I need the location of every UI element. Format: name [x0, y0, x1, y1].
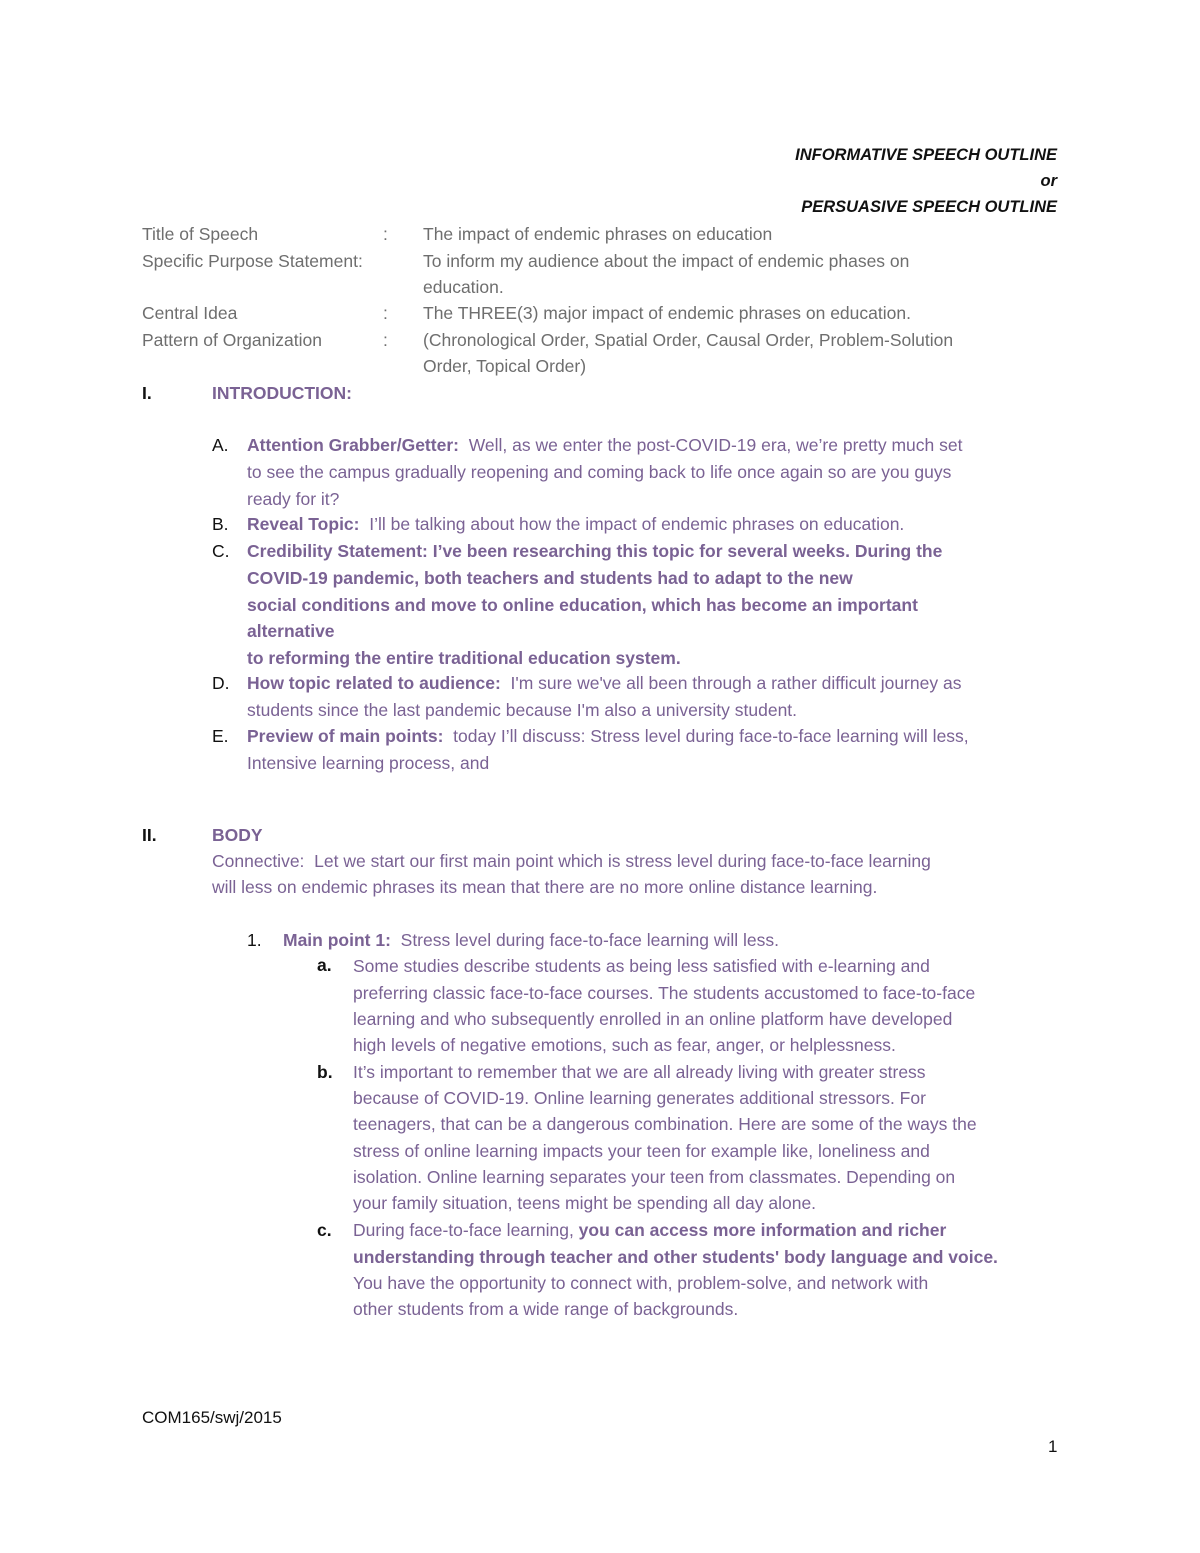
central-label: Central Idea: [142, 303, 238, 323]
intro-item-b-text: I’ll be talking about how the impact of endemic phrases on education.: [369, 514, 905, 534]
sub-c-line1: [353, 1217, 946, 1243]
sub-c-line3: You have the opportunity to connect with, problem-solve, and network with: [353, 1273, 929, 1293]
footer-code: COM165/swj/2015: [142, 1408, 282, 1427]
intro-item-d-line2: students since the last pandemic because I'm also a university student.: [247, 700, 798, 720]
sub-a-line1: Some studies describe students as being less satisfied with e-learning and: [353, 956, 930, 976]
intro-item-a-label: Attention Grabber/Getter:: [247, 435, 459, 455]
header-or: or: [1040, 172, 1057, 190]
connective-line1: [212, 848, 931, 874]
sub-c-bold1: you can access more information and richer: [573, 1220, 947, 1240]
intro-item-letter: A.: [212, 435, 229, 455]
sub-b-line2: because of COVID-19. Online learning generates additional stressors. For: [353, 1088, 926, 1108]
sub-c-line4: other students from a wide range of backgrounds.: [353, 1299, 739, 1319]
intro-item-b-line1: [247, 511, 904, 537]
sub-a-line3: learning and who subsequently enrolled in an online platform have developed: [353, 1009, 953, 1029]
header-title-persuasive: PERSUASIVE SPEECH OUTLINE: [801, 198, 1057, 216]
intro-item-d-text: I'm sure we've all been through a rather difficult journey as: [510, 673, 962, 693]
title-value: The impact of endemic phrases on education: [423, 224, 773, 244]
sub-b-line5: isolation. Online learning separates your teen from classmates. Depending on: [353, 1167, 956, 1187]
intro-item-a-line2: to see the campus gradually reopening and coming back to life once again so are you guys: [247, 462, 952, 482]
intro-item-b-label: Reveal Topic:: [247, 514, 360, 534]
sub-b-line1: It’s important to remember that we are all already living with greater stress: [353, 1062, 926, 1082]
page-number: 1: [1048, 1437, 1058, 1456]
central-value: The THREE(3) major impact of endemic phrases on education.: [423, 303, 911, 323]
connective-text: Let we start our first main point which is stress level during face-to-face learning: [314, 851, 931, 871]
pattern-value-line2: Order, Topical Order): [423, 356, 587, 376]
intro-item-a-text: Well, as we enter the post-COVID-19 era, we’re pretty much set: [468, 435, 963, 455]
intro-item-d-label: How topic related to audience:: [247, 673, 501, 693]
intro-item-letter: D.: [212, 673, 230, 693]
intro-item-c-line1: COVID-19 pandemic, both teachers and students had to adapt to the new: [247, 568, 853, 588]
sub-point-letter: b.: [317, 1062, 333, 1082]
intro-item-e-line2: Intensive learning process, and: [247, 753, 490, 773]
central-colon: :: [383, 303, 388, 323]
main-point-1-text: Stress level during face-to-face learning will less.: [400, 930, 780, 950]
purpose-label: Specific Purpose Statement:: [142, 251, 363, 271]
intro-item-a-line3: ready for it?: [247, 489, 340, 509]
body-numeral: II.: [142, 825, 157, 845]
main-point-1-label: Main point 1:: [283, 930, 391, 950]
intro-item-c-line4: to reforming the entire traditional education system.: [247, 648, 681, 668]
intro-item-c-label: Credibility Statement: I’ve been researching this topic for several weeks. During the: [247, 541, 943, 561]
intro-heading: INTRODUCTION:: [212, 383, 352, 403]
pattern-colon: :: [383, 330, 388, 350]
connective-label: Connective:: [212, 851, 305, 871]
intro-item-c-line3: alternative: [247, 621, 335, 641]
title-colon: :: [383, 224, 388, 244]
body-heading: BODY: [212, 825, 263, 845]
intro-item-letter: B.: [212, 514, 229, 534]
intro-item-e-label: Preview of main points:: [247, 726, 444, 746]
sub-point-letter: a.: [317, 955, 332, 975]
sub-b-line3: teenagers, that can be a dangerous combination. Here are some of the ways the: [353, 1114, 977, 1134]
intro-item-d-line1: [247, 670, 961, 696]
intro-item-letter: C.: [212, 541, 230, 561]
header-title-informative: INFORMATIVE SPEECH OUTLINE: [795, 146, 1057, 164]
sub-c-bold2: understanding through teacher and other students' body language and voice.: [353, 1247, 998, 1267]
purpose-value-line2: education.: [423, 277, 504, 297]
sub-point-letter: c.: [317, 1220, 332, 1240]
title-label: Title of Speech: [142, 224, 259, 244]
sub-b-line4: stress of online learning impacts your teen for example like, loneliness and: [353, 1141, 930, 1161]
intro-numeral: I.: [142, 383, 152, 403]
intro-item-e-text: today I’ll discuss: Stress level during face-to-face learning will less,: [453, 726, 969, 746]
sub-a-line4: high levels of negative emotions, such as fear, anger, or helplessness.: [353, 1035, 896, 1055]
pattern-label: Pattern of Organization: [142, 330, 322, 350]
intro-item-a-line1: [247, 432, 962, 458]
connective-line2: will less on endemic phrases its mean that there are no more online distance learning.: [212, 877, 878, 897]
purpose-value-line1: To inform my audience about the impact of endemic phases on: [423, 251, 910, 271]
sub-b-line6: your family situation, teens might be spending all day alone.: [353, 1193, 817, 1213]
main-point-1: [283, 927, 779, 953]
pattern-value-line1: (Chronological Order, Spatial Order, Causal Order, Problem-Solution: [423, 330, 954, 350]
intro-item-e-line1: [247, 723, 969, 749]
intro-item-letter: E.: [212, 726, 229, 746]
intro-item-c-line2: social conditions and move to online education, which has become an important: [247, 595, 918, 615]
main-point-number: 1.: [247, 930, 262, 950]
sub-a-line2: preferring classic face-to-face courses. The students accustomed to face-to-face: [353, 983, 976, 1003]
sub-c-pre: During face-to-face learning,: [353, 1220, 574, 1240]
